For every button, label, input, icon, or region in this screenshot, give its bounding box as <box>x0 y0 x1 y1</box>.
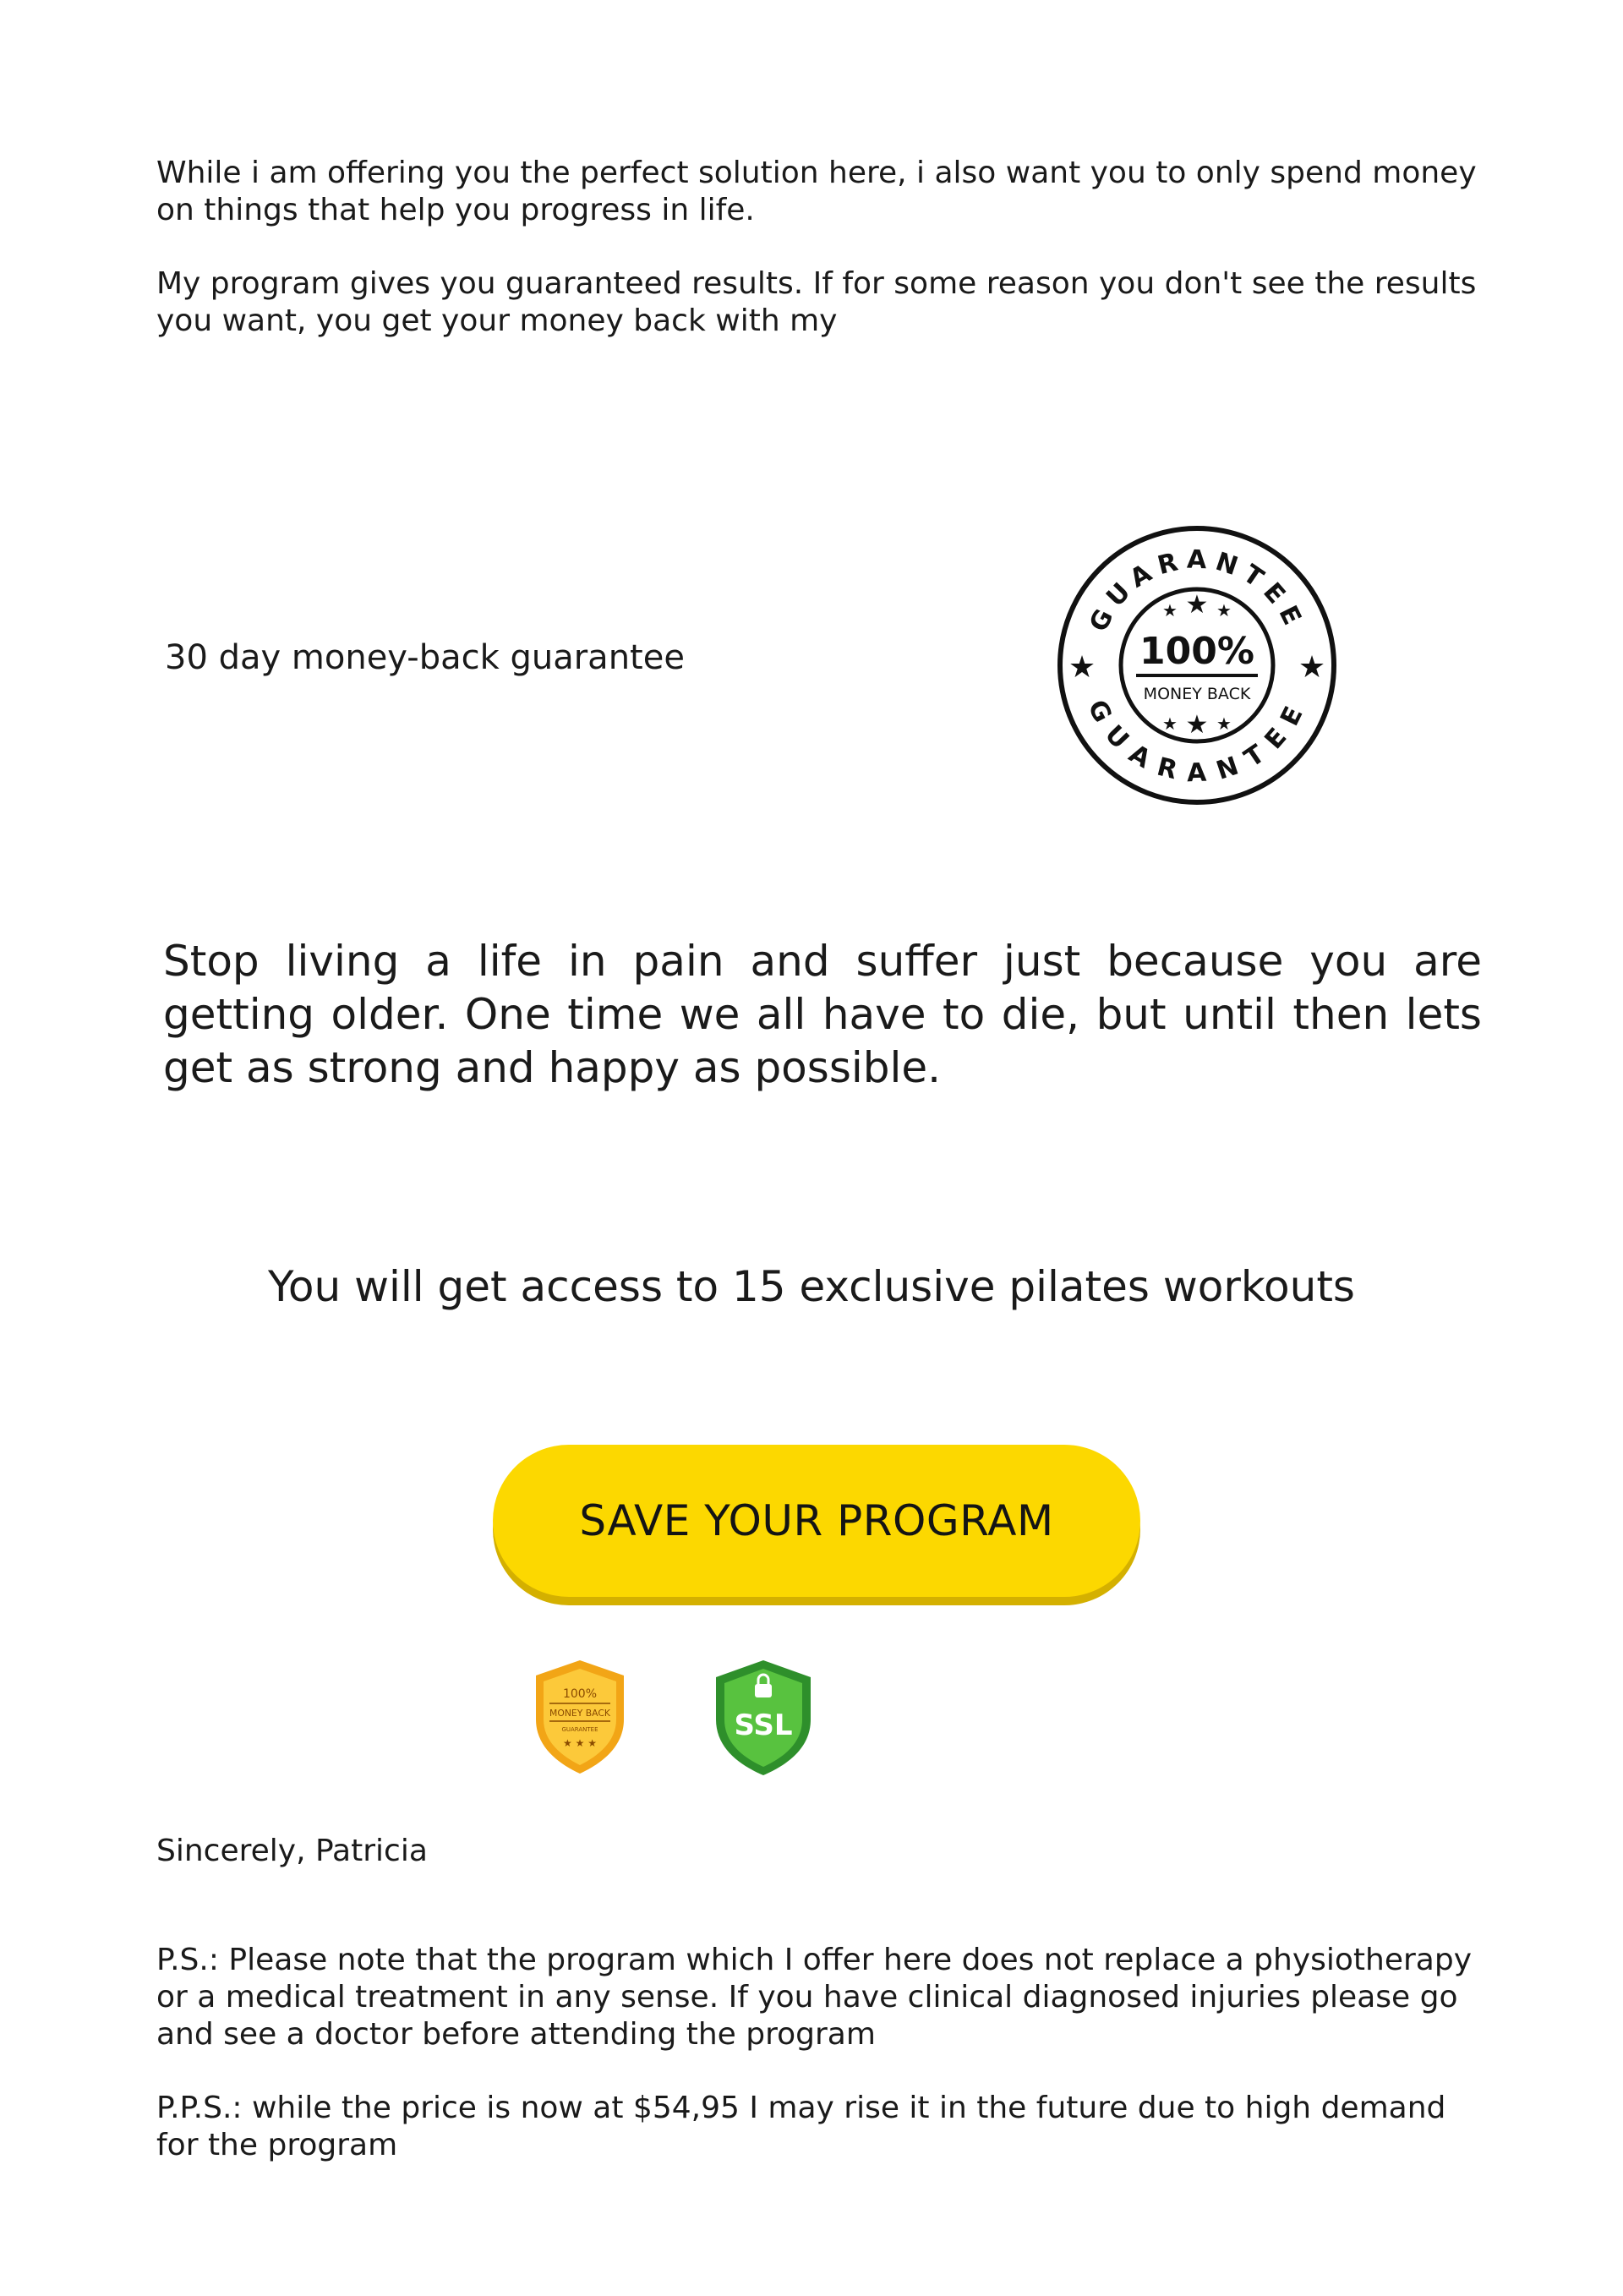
star-icon: ★ <box>1298 650 1326 685</box>
seal-subtitle: MONEY BACK <box>1143 685 1251 703</box>
seal-percent: 100% <box>1139 630 1254 673</box>
ssl-label: SSL <box>734 1708 793 1742</box>
money-back-guarantee-seal <box>1053 522 1341 809</box>
badge-line-3: GUARANTEE <box>561 1726 598 1733</box>
guarantee-label: 30 day money-back guarantee <box>165 638 685 677</box>
pps-note: P.P.S.: while the price is now at $54,95 I may rise it in the future due to high demand for the program <box>156 2091 1446 2162</box>
access-text: You will get access to 15 exclusive pilates workouts <box>268 1262 1355 1311</box>
star-icon: ★ <box>1185 710 1209 740</box>
star-icon: ★ <box>1216 713 1232 734</box>
ps-section <box>156 1942 1475 2200</box>
star-icon: ★ <box>1185 590 1209 620</box>
seal-arc-top: GUARANTEE <box>1084 544 1310 637</box>
star-icon: ★ <box>1162 713 1178 734</box>
seal-arc-bottom: GUARANTEE <box>1081 695 1313 789</box>
badge-line-1: 100% <box>562 1687 598 1701</box>
lock-icon <box>755 1684 772 1697</box>
money-back-shield-icon <box>533 1659 627 1775</box>
badge-line-2: MONEY BACK <box>549 1708 611 1719</box>
signoff: Sincerely, Patricia <box>156 1834 428 1868</box>
intro-paragraph: My program gives you guaranteed results. If for some reason you don't see the results you want, you get your money back with my <box>156 266 1477 338</box>
headline: Stop living a life in pain and suffer just because you are getting older. One time we all have to die, but until then lets get as strong and happy as possible. <box>163 937 1482 1092</box>
intro-section <box>156 155 1500 376</box>
star-icon: ★ <box>1162 600 1178 620</box>
ps-note: P.S.: Please note that the program which I offer here does not replace a physiotherapy or a medical treatment in any sense. If you have clinical diagnosed injuries please go and see a doctor before attending the program <box>156 1943 1473 2052</box>
ssl-shield-icon <box>713 1659 814 1777</box>
star-icon: ★ <box>1068 650 1096 685</box>
save-program-button[interactable]: SAVE YOUR PROGRAM <box>493 1445 1140 1597</box>
intro-paragraph: While i am offering you the perfect solution here, i also want you to only spend money on things that help you progress in life. <box>156 156 1477 227</box>
star-icon: ★ ★ ★ <box>563 1737 597 1749</box>
star-icon: ★ <box>1216 600 1232 620</box>
